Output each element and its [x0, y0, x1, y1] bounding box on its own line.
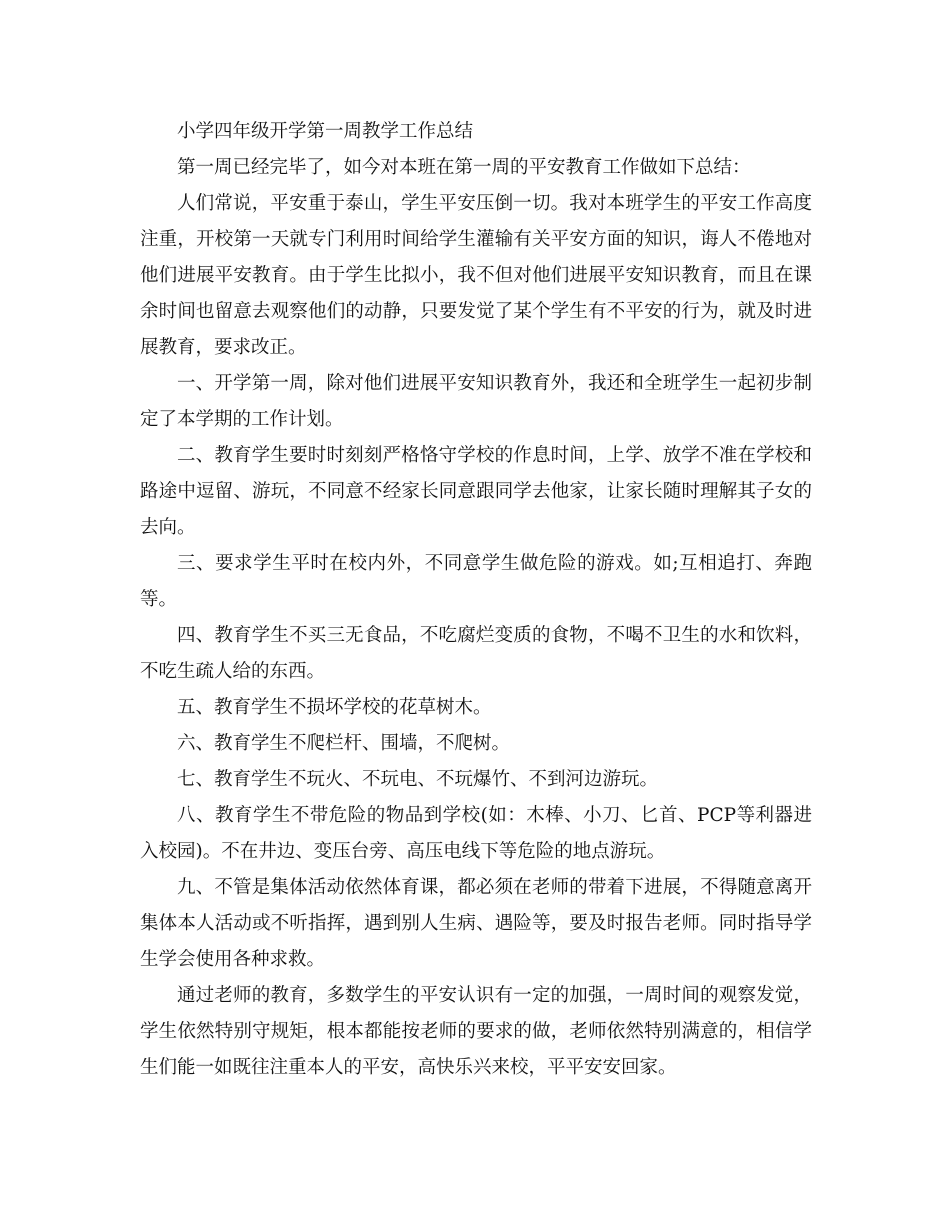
paragraph-item-6: 六、教育学生不爬栏杆、围墙，不爬树。: [177, 733, 511, 754]
paragraph-item-4: 四、教育学生不买三无食品，不吃腐烂变质的食物，不喝不卫生的水和饮料，不吃生疏人给的东西。: [140, 625, 812, 682]
paragraph-item-1: 一、开学第一周，除对他们进展平安知识教育外，我还和全班学生一起初步制定了本学期的工作计划。: [140, 373, 812, 430]
paragraph-intro: 第一周已经完毕了，如今对本班在第一周的平安教育工作做如下总结：: [177, 157, 751, 178]
paragraph-overview: 人们常说，平安重于泰山，学生平安压倒一切。我对本班学生的平安工作高度注重，开校第一天就专门利用时间给学生灌输有关平安方面的知识，诲人不倦地对他们进展平安教育。由于学生比拟小，我不但对他们进展平安知识教育，而且在课余时间也留意去观察他们的动静，只要发觉了某个学生有不平安的行为，就及时进展教育，要求改正。: [140, 193, 812, 358]
paragraph-item-7: 七、教育学生不玩火、不玩电、不玩爆竹、不到河边游玩。: [177, 769, 659, 790]
document-body: [140, 114, 812, 1086]
paragraph-item-2: 二、教育学生要时时刻刻严格恪守学校的作息时间，上学、放学不准在学校和路途中逗留、游玩，不同意不经家长同意跟同学去他家，让家长随时理解其子女的去向。: [140, 445, 812, 538]
paragraph-item-8: 八、教育学生不带危险的物品到学校(如：木棒、小刀、匕首、PCP等利器进入校园)。不在井边、变压台旁、高压电线下等危险的地点游玩。: [140, 805, 812, 862]
paragraph-item-3: 三、要求学生平时在校内外，不同意学生做危险的游戏。如;互相追打、奔跑等。: [140, 553, 812, 610]
paragraph-conclusion: 通过老师的教育，多数学生的平安认识有一定的加强，一周时间的观察发觉，学生依然特别守规矩，根本都能按老师的要求的做，老师依然特别满意的，相信学生们能一如既往注重本人的平安，高快乐兴来校，平平安安回家。: [140, 985, 812, 1078]
paragraph-item-5: 五、教育学生不损坏学校的花草树木。: [177, 697, 492, 718]
document-title: 小学四年级开学第一周教学工作总结: [177, 121, 474, 142]
paragraph-item-9: 九、不管是集体活动依然体育课，都必须在老师的带着下进展，不得随意离开集体本人活动或不听指挥，遇到别人生病、遇险等，要及时报告老师。同时指导学生学会使用各种求救。: [140, 877, 812, 970]
